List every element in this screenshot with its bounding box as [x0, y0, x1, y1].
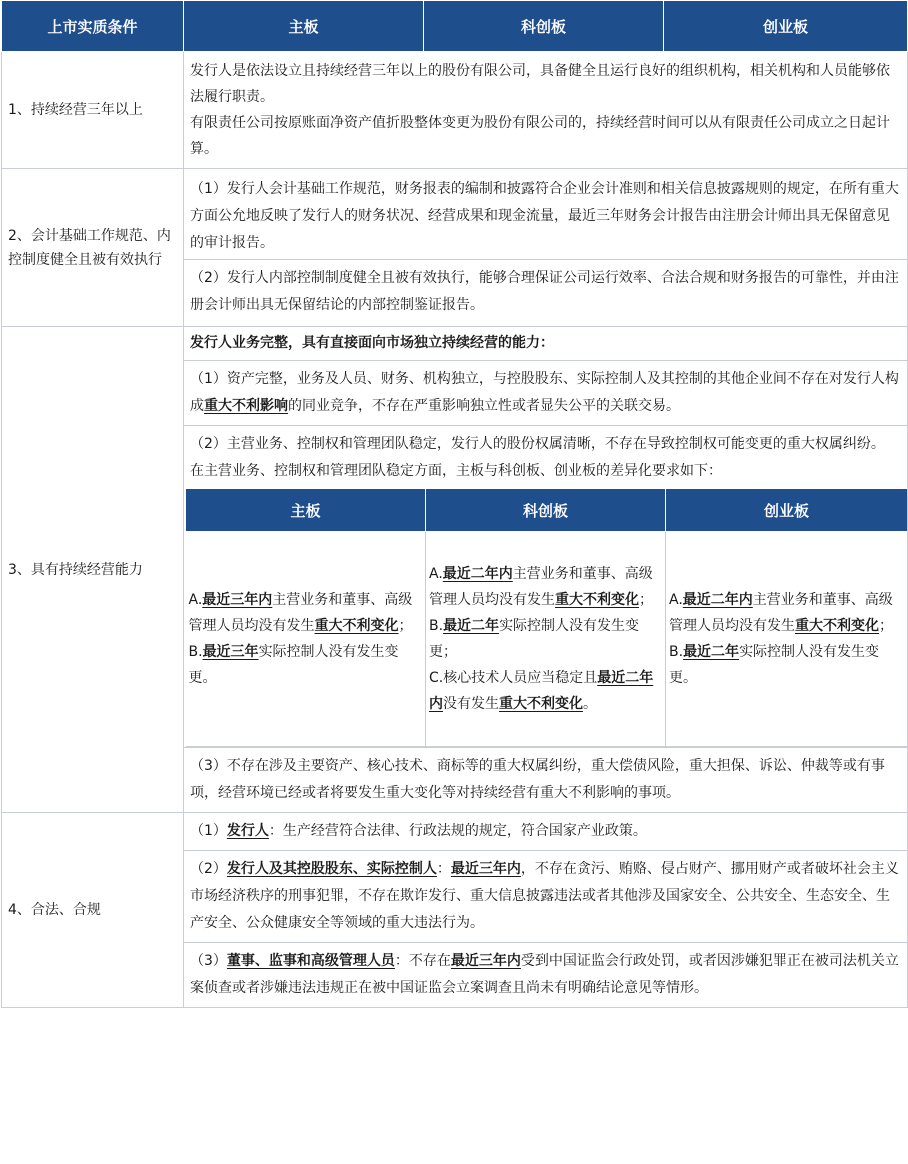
text: 实际控制人没有发生变更；	[429, 618, 640, 660]
text: 受到中国证监会行政处罚，或者因涉嫌犯罪正在被司法机关立案侦查或者涉嫌违法违规正在被中国证监会立案调查且尚未有明确结论意见等情形。	[190, 953, 899, 996]
row-legal-compliance	[2, 813, 908, 1008]
subtable	[185, 488, 908, 747]
header-chinext: 创业板	[664, 1, 908, 52]
chinext-requirement	[666, 532, 908, 747]
row-content	[184, 813, 908, 1008]
text: B.	[188, 644, 203, 660]
emphasis: 最近二年	[443, 618, 500, 634]
text: C.核心技术人员应当稳定且	[429, 670, 598, 686]
paragraph: 发行人是依法设立且持续经营三年以上的股份有限公司，具备健全且运行良好的组织机构，相关机构和人员能够依法履行职责。	[190, 63, 890, 105]
row-label: 2、会计基础工作规范、内控制度健全且被有效执行	[2, 169, 184, 327]
text: B.	[669, 644, 684, 660]
text: （3）	[190, 953, 227, 969]
text: ：不存在	[394, 953, 451, 969]
emphasis: 最近二年内	[442, 566, 513, 582]
header-star-market: 科创板	[424, 1, 664, 52]
text: ；	[398, 618, 413, 634]
sub-header-chinext: 创业板	[666, 489, 908, 532]
row-accounting-internal-control	[2, 169, 908, 327]
text: 在主营业务、控制权和管理团队稳定方面，主板与科创板、创业板的差异化要求如下：	[190, 463, 722, 479]
intro: 发行人业务完整，具有直接面向市场独立持续经营的能力：	[184, 327, 907, 361]
row-continuous-operation	[2, 52, 908, 169]
text: A.	[429, 566, 443, 582]
clause	[184, 361, 907, 426]
clause: （3）不存在涉及主要资产、核心技术、商标等的重大权属纠纷，重大偿债风险，重大担保、诉讼、仲裁等或有事项，经营环境已经或者将要发生重大变化等对持续经营有重大不利影响的事项。	[190, 758, 885, 801]
text: （1）	[190, 823, 227, 839]
text: 实际控制人没有发生变更。	[188, 644, 399, 686]
text: （2）	[190, 861, 227, 877]
text: 主营业务和董事、高级管理人员均没有发生	[188, 592, 413, 634]
text: A.	[188, 592, 203, 608]
header-main-board: 主板	[184, 1, 424, 52]
header-conditions: 上市实质条件	[2, 1, 184, 52]
text: B.	[429, 618, 444, 634]
text: ：	[436, 861, 451, 877]
emphasis: 最近二年内	[429, 670, 654, 712]
emphasis: 董事、监事和高级管理人员	[226, 953, 395, 969]
subtable-header-row	[186, 489, 908, 532]
text: 的同业竞争，不存在严重影响独立性或者显失公平的关联交易。	[288, 398, 680, 414]
emphasis: 重大不利影响	[204, 398, 288, 414]
row-going-concern	[2, 327, 908, 813]
text: ，不存在贪污、贿赂、侵占财产、挪用财产或者破坏社会主义市场经济秩序的刑事犯罪，不存在欺诈发行、重大信息披露违法或者其他涉及国家安全、公共安全、生态安全、生产安全、公众健康安全等领域的重大违法行为。	[190, 861, 899, 931]
row-label: 1、持续经营三年以上	[2, 52, 184, 169]
emphasis: 最近二年	[683, 644, 740, 660]
sub-header-main-board: 主板	[186, 489, 426, 532]
clause: （1）发行人会计基础工作规范，财务报表的编制和披露符合企业会计准则和相关信息披露规则的规定，在所有重大方面公允地反映了发行人的财务状况、经营成果和现金流量，最近三年财务会计报告由注册会计师出具无保留意见的审计报告。	[184, 171, 907, 260]
text: ；	[639, 592, 653, 608]
emphasis: 最近三年内	[202, 592, 273, 608]
emphasis: 重大不利变化	[499, 696, 583, 712]
text: 主营业务和董事、高级管理人员均没有发生	[429, 566, 653, 608]
text: 主营业务和董事、高级管理人员均没有发生	[669, 592, 893, 634]
emphasis: 最近二年内	[682, 592, 753, 608]
text: 。	[583, 696, 597, 712]
text: （2）主营业务、控制权和管理团队稳定，发行人的股份权属清晰，不存在导致控制权可能变更的重大权属纠纷。	[190, 436, 885, 452]
row-label: 4、合法、合规	[2, 813, 184, 1008]
emphasis: 重大不利变化	[795, 618, 879, 634]
text: 实际控制人没有发生变更。	[669, 644, 880, 686]
star-market-requirement	[426, 532, 666, 747]
emphasis: 发行人及其控股股东、实际控制人	[226, 861, 437, 877]
emphasis: 最近三年内	[450, 861, 521, 877]
emphasis: 发行人	[226, 823, 269, 839]
emphasis: 重大不利变化	[314, 618, 399, 634]
emphasis: 最近三年	[202, 644, 259, 660]
subtable-row	[186, 532, 908, 747]
text: （1）资产完整，业务及人员、财务、机构独立，与控股股东、实际控制人及其控制的其他企业间不存在对发行人构成	[190, 371, 899, 414]
row-label: 3、具有持续经营能力	[2, 327, 184, 813]
clause	[184, 813, 907, 851]
clause	[184, 851, 907, 943]
paragraph: 有限责任公司按原账面净资产值折股整体变更为股份有限公司的，持续经营时间可以从有限责任公司成立之日起计算。	[190, 115, 890, 157]
header-row	[2, 1, 908, 52]
clause	[184, 426, 907, 488]
sub-header-star-market: 科创板	[426, 489, 666, 532]
text: ；	[879, 618, 893, 634]
row-content	[184, 327, 908, 813]
clause: （2）发行人内部控制制度健全且被有效执行，能够合理保证公司运行效率、合法合规和财务报告的可靠性，并由注册会计师出具无保留结论的内部控制鉴证报告。	[190, 270, 899, 313]
emphasis: 重大不利变化	[555, 592, 639, 608]
row-content	[184, 52, 908, 169]
row-content	[184, 169, 908, 327]
emphasis: 最近三年内	[450, 953, 521, 969]
main-board-requirement	[186, 532, 426, 747]
text: 没有发生	[443, 696, 499, 712]
text: ：生产经营符合法律、行政法规的规定，符合国家产业政策。	[268, 823, 647, 839]
comparison-subtable	[184, 488, 907, 748]
clause	[184, 943, 907, 1007]
listing-conditions-table	[1, 0, 908, 1008]
text: A.	[669, 592, 683, 608]
